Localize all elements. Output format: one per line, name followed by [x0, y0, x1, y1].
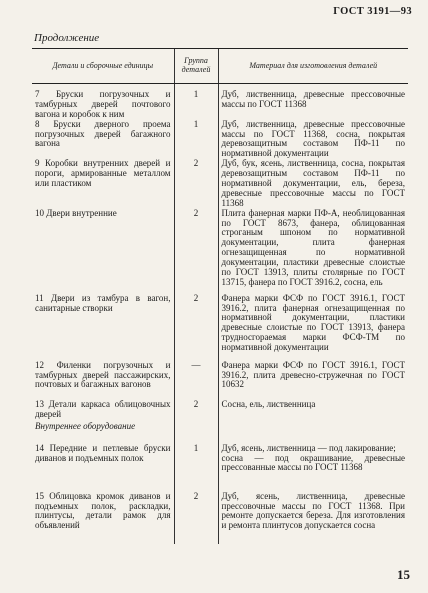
table-row: [32, 84, 408, 120]
material-cell: Дуб, лиственница, древесные прессовочные массы по ГОСТ 11368: [218, 84, 408, 120]
part-cell: 15 Облицовка кромок диванов и подъемных полок, раскладки, плинтусы, детали рамок для объявлений: [35, 490, 171, 531]
table-row: [32, 120, 408, 160]
material-cell: Дуб, ясень, лиственница, древесные прессовочные массы по ГОСТ 11368. При ремонте допускается береза. Для изготовления и ремонта плинтусов допускается сосна: [218, 492, 408, 544]
part-cell: 10 Двери внутренние: [35, 207, 117, 218]
group-cell: 2: [174, 159, 218, 208]
group-cell: 1: [174, 120, 218, 160]
part-cell: 12 Филенки погрузочных и тамбурных дверей пассажирских, почтовых и багажных вагонов: [35, 359, 171, 390]
table-row: [32, 492, 408, 544]
part-cell: 14 Передние и петлевые бруски диванов и подъемных полок: [35, 442, 171, 463]
group-cell: 2: [174, 209, 218, 294]
group-cell: 2: [174, 294, 218, 361]
material-cell: Дуб, лиственница, древесные прессовочные массы по ГОСТ 11368, сосна, покрытая деревозащитным составом ПФ-11 по нормативной документации: [218, 120, 408, 160]
document-header: ГОСТ 3191—93: [333, 6, 412, 17]
materials-table: [32, 48, 408, 544]
material-cell: Дуб, бук, ясень, лиственница, сосна, покрытая деревозащитным составом ПФ-11 по нормативной документации, ель, береза, древесные прессовочные массы по ГОСТ 11368: [218, 159, 408, 208]
material-cell: Фанера марки ФСФ по ГОСТ 3916.1, ГОСТ 3916.2, плита фанерная огнезащищенная по нормативной документации, пластики древесные слоистые по ГОСТ 13913, фанера трудносгораемая марки ФСФ-ТМ по нормативной документации: [218, 294, 408, 361]
material-cell: Плита фанерная марки ПФ-А, необлицованная по ГОСТ 8673, фанера, облицованная строганым шпоном по нормативной документации, плита фанерная огнезащищенная по нормативной документации, пластики древесные слоистые по ГОСТ 13913, плиты столярные по ГОСТ 13715, фанера по ГОСТ 3916.2, сосна, ель: [218, 209, 408, 294]
group-cell: 1: [174, 444, 218, 492]
material-cell: [218, 422, 408, 444]
table-row: [32, 400, 408, 422]
table-row: [32, 361, 408, 400]
group-cell: [174, 422, 218, 444]
table-row: [32, 422, 408, 444]
part-cell: 8 Бруски дверного проема погрузочных дверей багажного вагона: [35, 118, 171, 149]
group-cell: 2: [174, 400, 218, 422]
group-cell: 1: [174, 84, 218, 120]
section-heading: Внутреннее оборудование: [35, 420, 136, 431]
part-cell: 7 Бруски погрузочных и тамбурных дверей почтового вагона и коробок к ним: [35, 89, 171, 119]
group-cell: 2: [174, 492, 218, 544]
column-header-material: Материал для изготовления деталей: [218, 49, 408, 84]
part-cell: 13 Детали каркаса облицовочных дверей: [35, 398, 171, 419]
column-header-group: Группа деталей: [174, 49, 218, 84]
material-cell: Сосна, ель, лиственница: [218, 400, 408, 422]
column-header-part: Детали и сборочные единицы: [32, 49, 174, 84]
table-row: [32, 444, 408, 492]
table-row: [32, 209, 408, 294]
part-cell: 9 Коробки внутренних дверей и пороги, армированные металлом или пластиком: [35, 158, 171, 189]
group-cell: —: [174, 361, 218, 400]
table-row: [32, 294, 408, 361]
table-header-row: [32, 49, 408, 84]
part-cell: 11 Двери из тамбура в вагон, санитарные створки: [35, 292, 171, 313]
material-cell: Фанера марки ФСФ по ГОСТ 3916.1, ГОСТ 3916.2, плита древесно-стружечная по ГОСТ 10632: [218, 361, 408, 400]
material-cell: Дуб, ясень, лиственница — под лакирование; сосна — под окрашивание, древесные прессованные массы по ГОСТ 11368: [218, 444, 408, 492]
table-row: [32, 159, 408, 208]
page-number: 15: [397, 567, 410, 582]
continuation-label: Продолжение: [34, 32, 100, 44]
